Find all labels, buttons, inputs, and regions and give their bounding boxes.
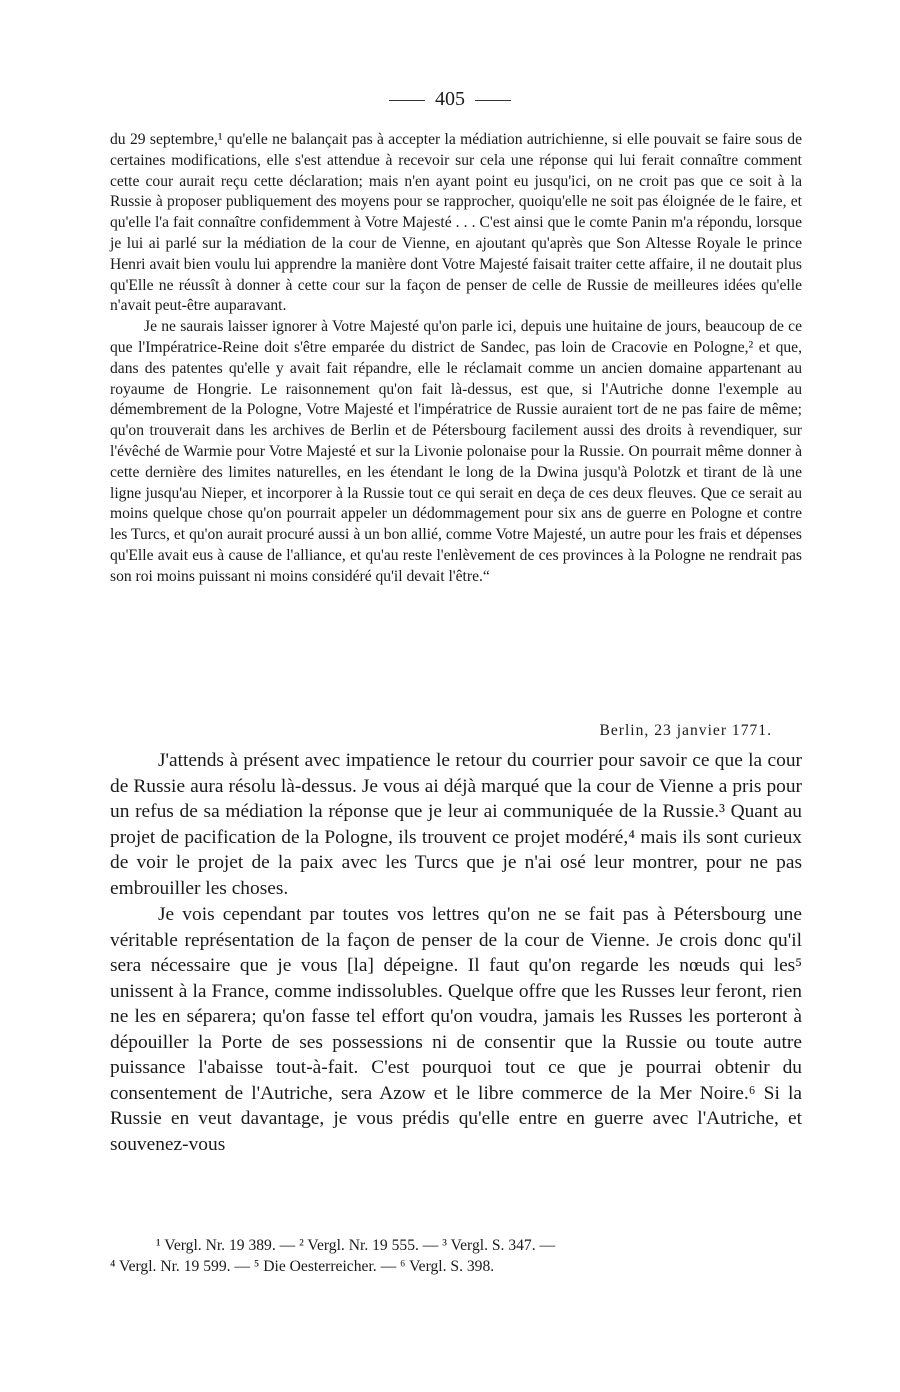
header-rule-left: [389, 100, 425, 101]
footnote-line-2: ⁴ Vergl. Nr. 19 599. — ⁵ Die Oesterreicher. — ⁶ Vergl. S. 398.: [110, 1257, 495, 1275]
dateline: Berlin, 23 janvier 1771.: [599, 722, 772, 739]
main-text: [110, 748, 802, 1157]
header-rule-right: [475, 100, 511, 101]
footnote-line-1: ¹ Vergl. Nr. 19 389. — ² Vergl. Nr. 19 555. — ³ Vergl. S. 347. —: [156, 1237, 556, 1254]
page-number: 405: [435, 88, 465, 110]
body-paragraph-1: J'attends à présent avec impatience le retour du courrier pour savoir ce que la cour de Russie aura résolu là-dessus. Je vous ai déjà marqué que la cour de Vienne a pris pour un refus de sa médiation la réponse que je leur ai communiquée de la Russie.³ Quant au projet de pacification de la Pologne, ils trouvent ce projet modéré,⁴ mais ils sont curieux de voir le projet de la paix avec les Turcs que je n'ai osé leur montrer, pour ne pas embrouiller les choses.: [110, 750, 802, 899]
footnotes: [110, 1236, 802, 1277]
quoted-letter: [110, 130, 802, 588]
quote-paragraph-2: Je ne saurais laisser ignorer à Votre Majesté qu'on parle ici, depuis une huitaine de jours, beaucoup de ce que l'Impératrice-Reine doit s'être emparée du district de Sandec, pas loin de Cracovie en Pologne,² et que, dans des patentes qu'elle y avait fait répandre, elle le réclamait comme un ancien domaine appartenant au royaume de Hongrie. Le raisonnement qu'on fait là-dessus, est que, si l'Autriche donne l'exemple au démembrement de la Pologne, Votre Majesté et l'impératrice de Russie auraient tort de ne pas faire de même; qu'on trouverait dans les archives de Berlin et de Pétersbourg facilement aussi des droits à revendiquer, sur l'évêché de Warmie pour Votre Majesté et sur la Livonie polonaise pour la Russie. On pourrait même donner à cette dernière des limites naturelles, en les étendant le long de la Dwina jusqu'à Polotzk et tirant de là une ligne jusqu'au Nieper, et incorporer à la Russie tout ce qui serait en deça de ces deux fleuves. Que ce serait au moins quelque chose qu'on pourrait appeler un dédommagement pour six ans de guerre en Pologne et contre les Turcs, et qu'on aurait procuré aussi à un bon allié, comme Votre Majesté, un autre pour les frais et dépenses qu'Elle avait eus à cause de l'alliance, et qu'au reste l'enlèvement de ces provinces à la Pologne ne rendrait pas son roi moins puissant ni moins considéré qu'il devait l'être.“: [110, 318, 802, 585]
page-header: [0, 87, 900, 111]
body-paragraph-2: Je vois cependant par toutes vos lettres qu'on ne se fait pas à Pétersbourg une véritable représentation de la façon de penser de la cour de Vienne. Je crois donc qu'il sera nécessaire que je vous [la] dépeigne. Il faut qu'on regarde les nœuds qui les⁵ unissent à la France, comme indissolubles. Quelque offre que les Russes leur feront, rien ne les en séparera; qu'on fasse tel effort qu'on voudra, jamais les Russes les porteront à dépouiller la Porte de ses possessions ni de consentir que la Russie ou toute autre puissance l'abaisse tout-à-fait. C'est pourquoi tout ce que je pourrai obtenir du consentement de l'Autriche, sera Azow et le libre commerce de la Mer Noire.⁶ Si la Russie en veut davantage, je vous prédis qu'elle entre en guerre avec l'Autriche, et souvenez-vous: [110, 904, 802, 1155]
quote-paragraph-1: du 29 septembre,¹ qu'elle ne balançait pas à accepter la médiation autrichienne, si elle pouvait se faire sous de certaines modifications, elle s'est attendue à recevoir sur cela une réponse qui lui ferait connaître comment cette cour aurait reçu cette déclaration; mais n'en ayant point eu jusqu'ici, on ne croit pas que ce soit à la Russie à proposer publiquement des moyens pour se rapprocher, quoiqu'elle ne soit pas éloignée de le faire, et qu'elle l'a fait connaître confidemment à Votre Majesté . . . C'est ainsi que le comte Panin m'a répondu, lorsque je lui ai parlé sur la médiation de la cour de Vienne, en ajoutant qu'après que Son Altesse Royale le prince Henri avait bien voulu lui apprendre la manière dont Votre Majesté faisait traiter cette affaire, il ne doutait plus qu'Elle ne réussît à donner à cette cour sur la façon de penser de celle de Russie de meilleures idées qu'elle n'avait peut-être auparavant.: [110, 131, 802, 315]
